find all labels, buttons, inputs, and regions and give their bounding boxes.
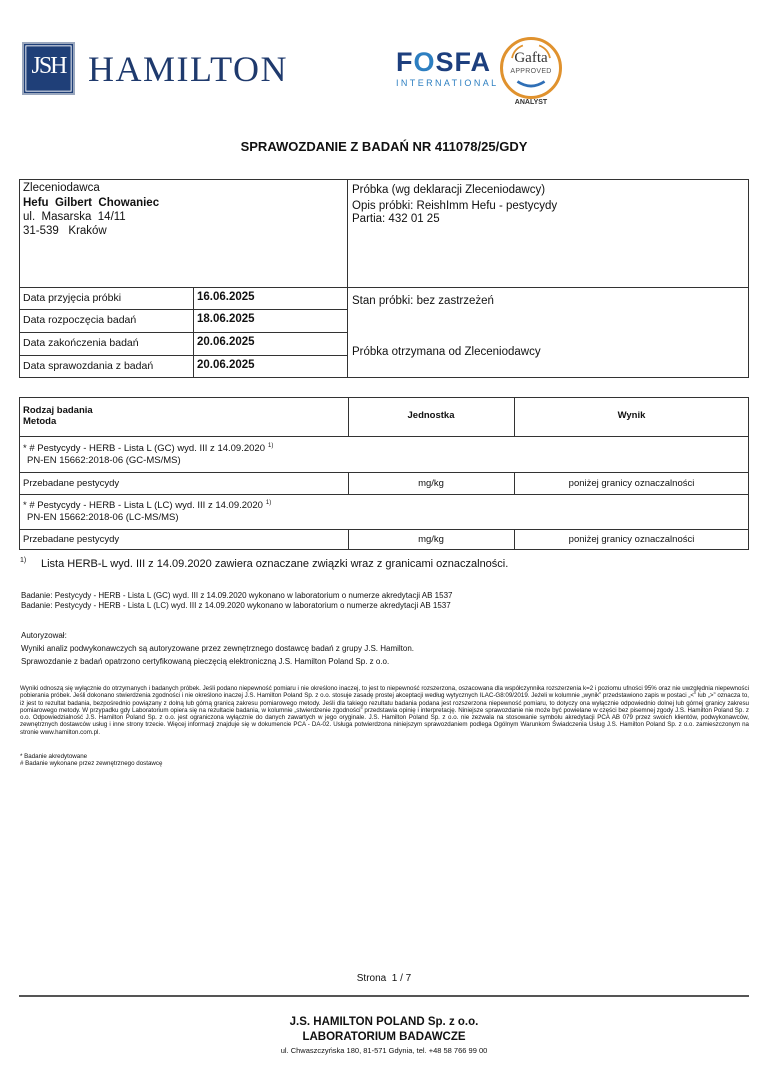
date-label: Data zakończenia badań — [23, 337, 139, 349]
report-title: SPRAWOZDANIE Z BADAŃ NR 411078/25/GDY — [240, 139, 528, 154]
fosfa-letter-f: F — [396, 47, 414, 77]
client-street: ul. Masarska 14/11 — [23, 211, 126, 223]
sample-description: Opis próbki: ReishImm Hefu - pestycydy — [352, 200, 558, 212]
fosfa-logo — [396, 47, 491, 78]
results-row-divider — [19, 494, 749, 495]
sample-condition: Stan próbki: bez zastrzeżeń — [352, 295, 494, 307]
client-city: 31-539 Kraków — [23, 225, 107, 237]
sample-received-from: Próbka otrzymana od Zleceniodawcy — [352, 346, 541, 358]
fosfa-subtitle: INTERNATIONAL — [396, 78, 499, 88]
date-label: Data sprawozdania z badań — [23, 360, 154, 372]
date-value: 16.06.2025 — [197, 291, 255, 303]
test-title-text: * # Pestycydy - HERB - Lista L (GC) wyd. III z 14.09.2020 — [23, 443, 265, 455]
result-row-label: Przebadane pestycydy — [23, 478, 120, 489]
result-row-label: Przebadane pestycydy — [23, 534, 120, 545]
company-wordmark: HAMILTON — [88, 49, 289, 89]
result-unit: mg/kg — [418, 534, 444, 545]
test-title — [23, 443, 273, 454]
col-header-result: Wynik — [617, 410, 646, 421]
authorization-line: Wyniki analiz podwykonawczych są autoryzowane przez zewnętrznego dostawcę badań z grupy J.S. Hamilton. — [21, 644, 415, 653]
info-divider-vertical — [347, 179, 348, 378]
footnote-text: Lista HERB-L wyd. III z 14.09.2020 zawiera oznaczane związki wraz z granicami oznaczalności. — [41, 558, 509, 570]
result-unit: mg/kg — [418, 478, 444, 489]
client-heading: Zleceniodawca — [23, 182, 100, 194]
accreditation-note: Badanie: Pestycydy - HERB - Lista L (GC) wyd. III z 14.09.2020 wykonano w laboratorium o numerze akredytacji AB 1537 — [21, 591, 453, 600]
test-method: PN-EN 15662:2018-06 (GC-MS/MS) — [27, 455, 181, 466]
gafta-name: Gafta — [514, 50, 548, 66]
date-value: 20.06.2025 — [197, 359, 255, 371]
date-row-divider — [19, 332, 347, 333]
test-footnote-mark: 1) — [265, 500, 272, 506]
date-label: Data rozpoczęcia badań — [23, 314, 137, 326]
col-header-unit: Jednostka — [407, 410, 455, 421]
results-row-divider — [19, 529, 749, 530]
disclaimer: Wyniki odnoszą się wyłącznie do otrzymanych i badanych próbek. Jeśli podano niepewność pomiaru i nie określono inaczej, to jest to niepewność rozszerzona, oszacowana dla współczynnika rozszerzenia k=2 i poziomu ufności 95% oraz nie uwzględnia niepewności pobierania próbek. Jeśli dokonano stwierdzenia zgodności i nie określono inaczej J.S. Hamilton Poland Sp. z o.o. stosuje zasadę prostej akceptacji według wytycznych ILAC-G8:09/2019. Jeżeli w kolumnie „wynik” przedstawiono zapis w postaci „<” lub „>” oznacza to, iż jest to rezultat badania, bezpośrednio powiązany z dolną lub górną granicą zakresu pomiarowego metody. Jeśli dla takiego rezultatu badania podana jest rozszerzona niepewność pomiaru, to dotyczy ona wyłącznie odpowiednio dolnej lub górnej granicy zakresu pomiarowego metody. W przypadku gdy Laboratorium opiera się na rezultacie badania, w kolumnie „stwierdzenie zgodności” przedstawia opinię i interpretację. Niniejsze sprawozdanie nie może być powielane w części bez pisemnej zgody J.S. Hamilton Poland Sp. z o.o. Odpowiedzialność J.S. Hamilton Poland Sp. z o.o. jest ograniczona wyłącznie do danych zawartych w jego oryginale. J.S. Hamilton Poland Sp. z o.o. nie zezwala na stosowanie symbolu akredytacji PCA AB 079 przez swoich klientów, podwykonawców, zewnętrznych dostawców usług i inne strony trzecie. Więcej informacji znajduje się w dokumencie PCA - DA-02. Usługa potwierdzona niniejszym sprawozdaniem podlega Ogólnym Warunkom Świadczenia Usług J.S. Hamilton Poland Sp. z o.o. zamieszczonym na stronie www.hamilton.com.pl. — [20, 685, 749, 736]
legend-item: * Badanie akredytowane — [20, 753, 88, 760]
legend-item: # Badanie wykonane przez zewnętrznego dostawcę — [20, 760, 163, 767]
footer-company: J.S. HAMILTON POLAND Sp. z o.o. — [289, 1016, 479, 1028]
test-footnote-mark: 1) — [268, 443, 274, 449]
footer-address: ul. Chwaszczyńska 180, 81-571 Gdynia, tel. +48 58 766 99 00 — [280, 1046, 488, 1055]
authorization-heading: Autoryzował: — [21, 631, 67, 640]
test-method: PN-EN 15662:2018-06 (LC-MS/MS) — [27, 512, 179, 523]
logo-letters: JSH — [31, 53, 66, 79]
gafta-approved: APPROVED — [510, 68, 552, 75]
accreditation-note: Badanie: Pestycydy - HERB - Lista L (LC) wyd. III z 14.09.2020 wykonano w laboratorium o numerze akredytacji AB 1537 — [21, 601, 451, 610]
fosfa-letter-o: O — [413, 47, 436, 77]
date-row-divider — [19, 309, 347, 310]
date-value: 18.06.2025 — [197, 313, 255, 325]
info-divider-horizontal — [19, 287, 749, 288]
sample-batch: Partia: 432 01 25 — [352, 213, 440, 225]
test-title-text: * # Pestycydy - HERB - Lista L (LC) wyd. III z 14.09.2020 — [23, 500, 263, 512]
results-row-divider — [19, 472, 749, 473]
footer-divider — [19, 995, 749, 997]
sample-heading: Próbka (wg deklaracji Zleceniodawcy) — [352, 184, 546, 196]
date-row-divider — [19, 355, 347, 356]
page-number: Strona 1 / 7 — [356, 973, 412, 984]
test-title — [23, 500, 271, 511]
result-value: poniżej granicy oznaczalności — [568, 534, 695, 545]
footer-lab: LABORATORIUM BADAWCZE — [302, 1031, 466, 1043]
date-col-divider — [193, 287, 194, 378]
result-value: poniżej granicy oznaczalności — [568, 478, 695, 489]
date-label: Data przyjęcia próbki — [23, 292, 122, 304]
results-row-divider — [19, 436, 749, 437]
gafta-analyst: ANALYST — [514, 99, 548, 106]
date-value: 20.06.2025 — [197, 336, 255, 348]
col-header-method: Metoda — [23, 416, 57, 427]
col-header-test-type: Rodzaj badania — [23, 405, 93, 416]
fosfa-letters-end: SFA — [435, 47, 492, 77]
footnote-mark: 1) — [20, 557, 27, 564]
authorization-line: Sprawozdanie z badań opatrzono certyfikowaną pieczęcią elektroniczną J.S. Hamilton Poland Sp. z o.o. — [21, 657, 390, 666]
client-name: Hefu Gilbert Chowaniec — [23, 197, 160, 209]
